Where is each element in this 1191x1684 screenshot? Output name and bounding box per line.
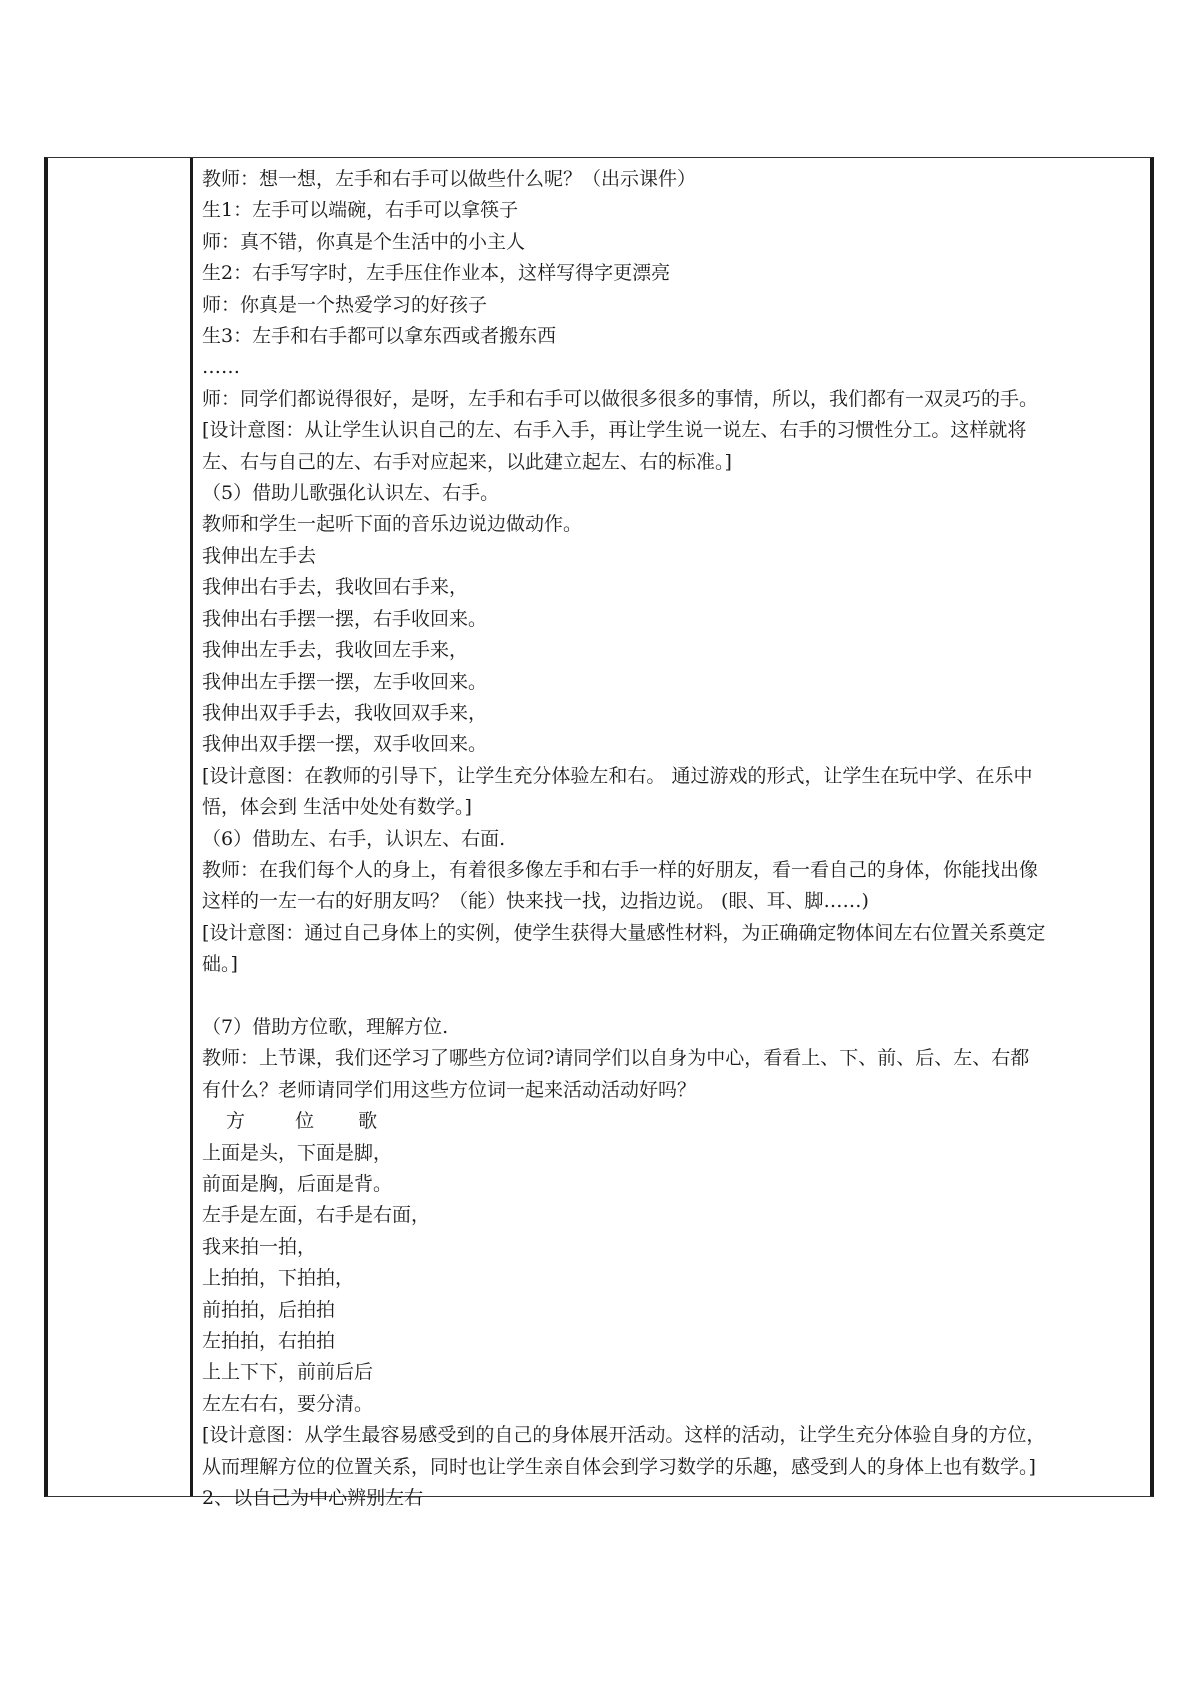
design-intent-line: 悟，体会到 生活中处处有数学。] [202,796,472,819]
song-line: 我伸出左手去，我收回左手来， [202,639,469,662]
song-title [202,1106,1142,1137]
song-line: 左手是左面，右手是右面， [202,1204,431,1227]
text-line: 教师：想一想，左手和右手可以做些什么呢？（出示课件） [202,168,697,190]
text-line: 师：真不错，你真是个生活中的小主人 [202,230,526,253]
text-line: 这样的一左一右的好朋友吗？（能）快来找一找，边指边说。 (眼、耳、脚……) [202,890,869,913]
table-content-cell [196,158,1150,1510]
song-line: 上上下下，前前后后 [202,1361,374,1384]
song-line: 左左右右，要分清。 [202,1392,374,1415]
song-line: 上拍拍，下拍拍， [202,1267,355,1290]
design-intent-line: 左、右与自己的左、右手对应起来，以此建立起左、右的标准。] [202,450,732,473]
design-intent-line: 从而理解方位的位置关系，同时也让学生亲自体会到学习数学的乐趣，感受到人的身体上也有数学。] [202,1455,1036,1478]
song-line: 我伸出双手手去，我收回双手来， [202,701,488,724]
design-intent-line: [设计意图：从学生最容易感受到的自己的身体展开活动。这样的活动，让学生充分体验自身的方位， [202,1424,1046,1447]
song-line: 我伸出右手去，我收回右手来， [202,576,469,599]
text-line: 教师和学生一起听下面的音乐边说边做动作。 [202,513,583,536]
text-line: 师：同学们都说得很好，是呀，左手和右手可以做很多很多的事情，所以，我们都有一双灵巧的手。 [202,387,1039,410]
text-line: 教师：在我们每个人的身上，有着很多像左手和右手一样的好朋友，看一看自己的身体，你能找出像 [202,858,1039,881]
text-line: 教师：上节课，我们还学习了哪些方位词?请同学们以自身为中心，看看上、下、前、后、左、右都 [202,1047,1030,1070]
text-line: …… [202,356,240,379]
section-heading: （7）借助方位歌，理解方位. [202,1015,449,1038]
text-line: 师：你真是一个热爱学习的好孩子 [202,293,488,316]
design-intent-line: [设计意图：通过自己身体上的实例，使学生获得大量感性材料，为正确确定物体间左右位置关系奠定 [202,921,1046,944]
song-line: 我伸出左手去 [202,544,317,567]
text-line: 生1：左手可以端碗，右手可以拿筷子 [202,199,519,222]
text-line: 生3：左手和右手都可以拿东西或者搬东西 [202,325,557,348]
table-left-column [48,158,193,1496]
section-heading: （6）借助左、右手，认识左、右面. [202,827,506,850]
song-title-char: 方 [226,1110,246,1133]
song-title-char: 位 [295,1110,315,1133]
song-line: 我来拍一拍， [202,1235,317,1258]
design-intent-line: [设计意图：在教师的引导下，让学生充分体验左和右。 通过游戏的形式，让学生在玩中学、在乐中 [202,764,1033,787]
text-line: 生2：右手写字时，左手压住作业本，这样写得字更漂亮 [202,262,671,285]
text-line: 有什么？老师请同学们用这些方位词一起来活动活动好吗？ [202,1078,697,1101]
design-intent-line: 础。] [202,953,238,976]
song-line: 左拍拍，右拍拍 [202,1330,336,1353]
song-title-char: 歌 [358,1110,378,1133]
blank-line [202,981,1142,1012]
song-line: 前面是胸，后面是背。 [202,1172,393,1195]
section-heading: （5）借助儿歌强化认识左、右手。 [202,482,500,505]
design-intent-line: [设计意图：从让学生认识自己的左、右手入手，再让学生说一说左、右手的习惯性分工。这样就将 [202,419,1027,442]
song-line: 我伸出左手摆一摆，左手收回来。 [202,670,488,693]
lesson-plan-table [44,157,1154,1510]
song-line: 前拍拍，后拍拍 [202,1298,336,1321]
section-heading: 2、以自己为中心辨别左右 [202,1487,424,1510]
song-line: 我伸出双手摆一摆，双手收回来。 [202,733,488,756]
song-line: 上面是头，下面是脚， [202,1141,393,1164]
song-line: 我伸出右手摆一摆，右手收回来。 [202,607,488,630]
